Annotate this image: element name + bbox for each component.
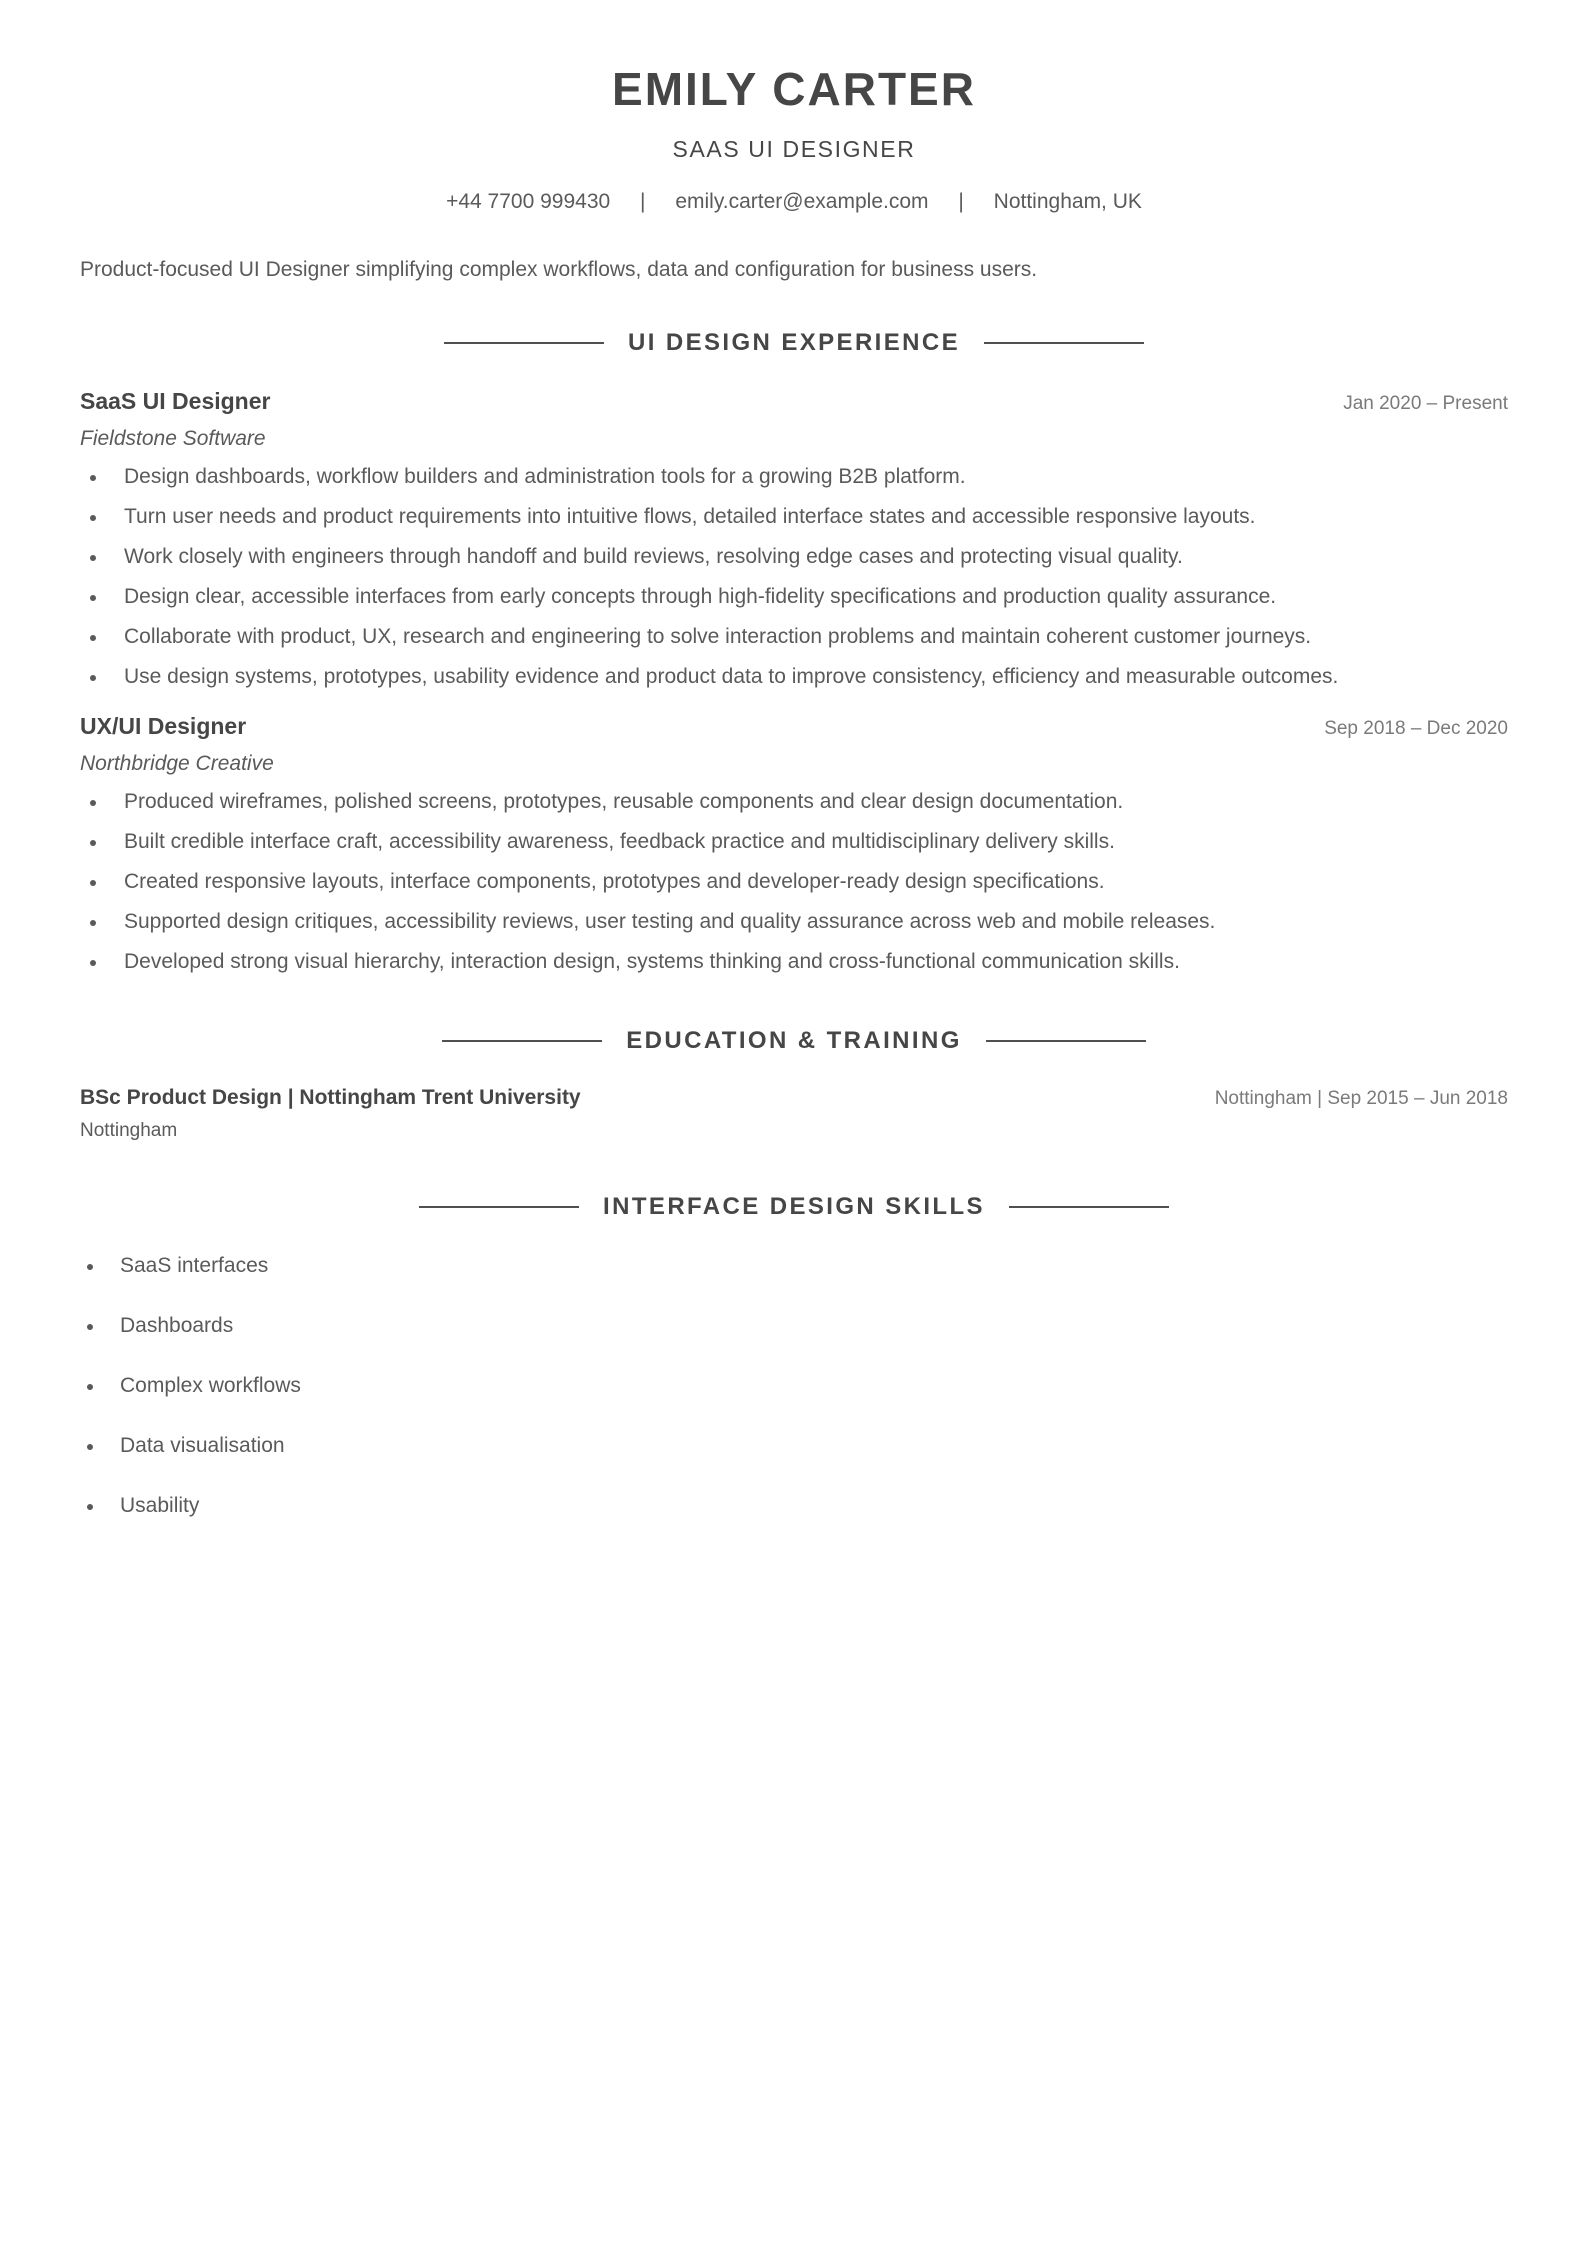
education-entry	[80, 1084, 1508, 1144]
contact-phone: +44 7700 999430	[446, 190, 611, 213]
job-bullet: Built credible interface craft, accessibility awareness, feedback practice and multidisciplinary delivery skills.	[80, 828, 1508, 856]
job-bullet: Produced wireframes, polished screens, prototypes, reusable components and clear design documentation.	[80, 788, 1508, 816]
heading-rule-left	[419, 1206, 579, 1208]
job-bullets	[80, 463, 1508, 691]
contact-separator: |	[640, 190, 646, 213]
candidate-role: SAAS UI DESIGNER	[672, 136, 916, 162]
contact-line	[80, 188, 1508, 216]
job-company: Fieldstone Software	[80, 427, 266, 450]
job-title: SaaS UI Designer	[80, 388, 271, 414]
experience-section-heading	[80, 328, 1508, 358]
education-section-heading	[80, 1026, 1508, 1056]
experience-heading-label: UI DESIGN EXPERIENCE	[627, 329, 961, 356]
job-dates: Jan 2020 – Present	[1343, 393, 1508, 414]
heading-rule-right	[986, 1040, 1146, 1042]
job-bullet: Collaborate with product, UX, research and engineering to solve interaction problems and maintain coherent customer journeys.	[80, 623, 1508, 651]
job-bullet: Created responsive layouts, interface components, prototypes and developer-ready design specifications.	[80, 868, 1508, 896]
job-dates: Sep 2018 – Dec 2020	[1324, 718, 1508, 739]
professional-summary: Product-focused UI Designer simplifying complex workflows, data and configuration for business users.	[80, 258, 1038, 281]
job-title: UX/UI Designer	[80, 713, 247, 739]
education-heading-label: EDUCATION & TRAINING	[626, 1027, 962, 1054]
job-entry	[80, 711, 1508, 976]
skills-section-heading	[80, 1192, 1508, 1222]
heading-rule-left	[442, 1040, 602, 1042]
skills-list	[80, 1252, 1508, 1520]
skill-item: Complex workflows	[80, 1372, 1508, 1400]
job-company: Northbridge Creative	[80, 752, 274, 775]
job-entry	[80, 386, 1508, 691]
job-bullet: Supported design critiques, accessibility reviews, user testing and quality assurance across web and mobile releases.	[80, 908, 1508, 936]
job-bullet: Use design systems, prototypes, usability evidence and product data to improve consistency, efficiency and measurable outcomes.	[80, 663, 1508, 691]
job-bullet: Developed strong visual hierarchy, interaction design, systems thinking and cross-functional communication skills.	[80, 948, 1508, 976]
skill-item: Data visualisation	[80, 1432, 1508, 1460]
skill-item: SaaS interfaces	[80, 1252, 1508, 1280]
skill-item: Dashboards	[80, 1312, 1508, 1340]
job-bullet: Turn user needs and product requirements into intuitive flows, detailed interface states and accessible responsive layouts.	[80, 503, 1508, 531]
education-location: Nottingham	[80, 1120, 178, 1141]
candidate-name: EMILY CARTER	[612, 63, 976, 115]
job-bullets	[80, 788, 1508, 976]
job-bullet: Work closely with engineers through handoff and build reviews, resolving edge cases and protecting visual quality.	[80, 543, 1508, 571]
heading-rule-right	[1009, 1206, 1169, 1208]
education-meta: Nottingham | Sep 2015 – Jun 2018	[1214, 1088, 1508, 1109]
heading-rule-left	[444, 342, 604, 344]
contact-location: Nottingham, UK	[993, 190, 1142, 213]
job-bullet: Design clear, accessible interfaces from early concepts through high-fidelity specifications and production quality assurance.	[80, 583, 1508, 611]
education-title: BSc Product Design | Nottingham Trent University	[80, 1086, 581, 1109]
contact-separator: |	[958, 190, 964, 213]
contact-email: emily.carter@example.com	[675, 190, 929, 213]
skill-item: Usability	[80, 1492, 1508, 1520]
skills-heading-label: INTERFACE DESIGN SKILLS	[603, 1193, 985, 1220]
job-bullet: Design dashboards, workflow builders and administration tools for a growing B2B platform.	[80, 463, 1508, 491]
heading-rule-right	[984, 342, 1144, 344]
